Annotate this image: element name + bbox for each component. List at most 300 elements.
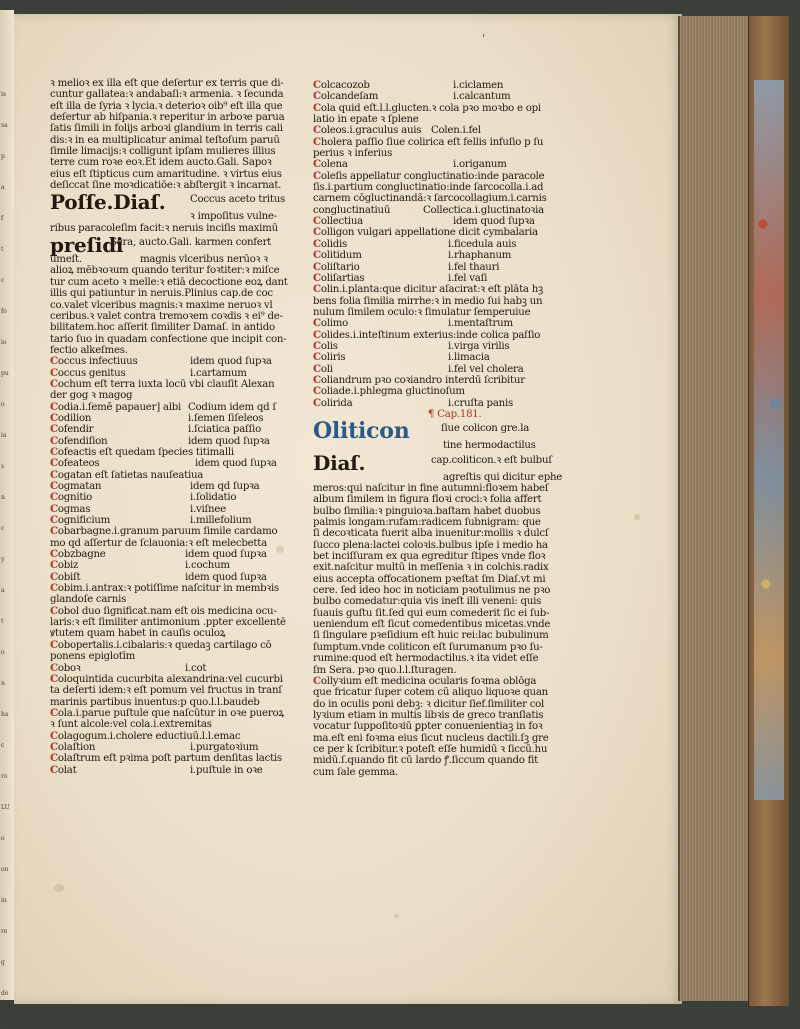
text-line [313,494,553,505]
line-text: eius accepta offocationem pꝛeſtat ſm Diaſ.vt mi [313,573,546,585]
text-line [313,250,553,261]
line-text: illis qui patiuntur in neruis.Plinius cap.de coc [50,288,273,300]
text-line [313,103,553,114]
line-gloss: i.fel thauri [448,261,500,273]
line-text: Coliade.i.phlegma gluctinoſum [313,385,465,398]
text-line [50,390,300,401]
text-line [313,562,553,573]
line-text: ſimile limacijs:ꝛ colligunt ipſam mulieres illius [50,146,276,158]
line-gloss: i.cartamum [190,367,247,379]
line-text: ſatis ſimili in folijs arboꝛi glandium in terris cali [50,123,283,135]
line-text: Oliticon [313,418,410,445]
text-line [313,642,553,653]
line-text: bulbo ſimilia:ꝛ pinguioꝛa.baſtam habet duobus [313,505,541,517]
line-text: terre cum roꝛe eoꝛ.Et idem aucto.Gali. Sapoꝛ [50,157,272,169]
text-line [50,470,300,481]
line-gloss: magnis vlceribus nerūoꝛ ꝛ [140,254,268,266]
line-text: Cognitio [50,491,93,504]
text-line [313,471,563,483]
line-text: Colaſtrum eſt pꝛima poſt partum denſitas lactis [50,752,282,765]
line-gloss: i.mentaſtrum [448,318,513,330]
line-text: deſiccat ſine moꝛdicatiōe:ꝛ abſtergit ꝛ incarnat. [50,180,282,192]
text-line [50,311,300,322]
text-line [313,767,553,778]
text-line [313,284,553,295]
text-line [313,630,553,641]
text-line [50,424,300,435]
line-text: Cofendir [50,423,94,436]
text-line [50,101,300,112]
line-text: Poſſe.Diaſ. [50,190,166,215]
line-gloss: idem quod ſupꝛa [195,458,277,470]
text-line [50,458,300,469]
text-line [50,356,300,367]
line-text: bulbo comedatur:quia vis ineſt illi veneni: quis [313,596,542,608]
line-text: ce per k ſcribitur.ꝛ poteſt eſſe humidū ꝛ ſiccū.hu [313,743,548,755]
text-line [313,665,553,676]
text-line [50,526,300,537]
line-text: rumine:quod eſt hermodactilus.ꝛ ita videt eſſe [313,653,539,665]
right-text-column [313,79,563,778]
line-gloss: i.fel vaſi [448,272,488,284]
text-line [313,330,553,341]
text-line [313,755,553,766]
text-line [50,368,300,379]
line-gloss: i.virga virilis [448,340,510,352]
text-line [50,447,300,458]
line-text: Cholera paſſio ſiue colirica eſt fellis infuſio p ſu [313,135,544,148]
line-text: Cobarbagne.i.granum paruum ſimile cardamo [50,525,278,538]
text-line [313,721,553,732]
text-line [313,710,553,721]
line-text: Codilion [50,411,92,424]
edge-fragment: t [1,618,4,625]
line-text: Coliſtario [313,260,360,273]
line-text: bilitatem.hoc aſſerit ſimiliter Damaſ. in antido [50,322,275,334]
edge-fragment: o [1,835,5,842]
line-text: Colena [313,158,348,171]
edge-fragment: o [1,649,5,656]
text-line [313,296,553,307]
line-gloss: i.cochum [185,560,230,572]
line-gloss: i.ſemen ſiſeleos [188,412,264,424]
text-line [313,262,553,273]
line-text: ꝟtutem quam habet in cauſis oculoꝝ [50,628,226,640]
line-gloss: idem quod ſupꝛa [185,571,267,583]
text-line [50,322,300,333]
marbled-endpaper [754,80,784,800]
line-text: ſis.i.partium congluctinatio:inde ſarcocolla.i.ad [313,182,544,194]
text-line [313,193,553,204]
line-text: Diaſ. [313,450,366,475]
edge-fragment: o [1,401,5,408]
line-text: Cofeactis eſt quedam ſpecies titimalli [50,445,234,458]
line-text: Coli [313,362,333,375]
line-text: bet inciſſuram ex qua egreditur ſtipes vnde floꝛ [313,551,546,563]
line-text: Colidis [313,237,348,250]
text-line [313,239,553,250]
text-line [50,617,300,628]
line-text: cuntur gallatea:ꝛ andabaſi:ꝛ armenia. ꝛ ſecunda [50,89,284,101]
line-text: ſm Sera. pꝛo quo.l.l.ſturagen. [313,664,457,676]
line-gloss: idem quod ſupꝛa [190,356,272,368]
line-gloss: agreſtis qui dicitur ephe [443,471,563,483]
line-text: Cobol duo ſignificat.nam eſt ois medicina ocu- [50,604,277,617]
line-text: do in oculis poni debꝫ: ꝛ dicitur ſief.ſimiliter col [313,698,545,710]
line-text: que fricatur ſuper cotem cū aliquo liquoꝛe quan [313,687,548,699]
line-text: Colimo [313,317,349,330]
edge-fragment: pu [1,370,9,377]
text-line [313,596,553,607]
edge-fragment: ia [1,432,7,439]
line-gloss: i.viſnee [190,503,226,515]
edge-fragment: n [1,494,5,501]
line-gloss: Sera, aucto.Gali. karmen confert [110,237,272,249]
line-text: Cogatan eſt ſatietas nauſeatiua [50,468,204,481]
line-text: Colirida [313,396,353,409]
text-line [50,481,300,492]
edge-fragment: LU [1,804,10,811]
text-line [50,504,300,515]
edge-fragment: io [1,339,7,346]
line-text: Colcacozob [313,79,370,91]
text-line [50,146,300,157]
line-text: Colides.i.inteſtinum exterius:inde colica paſſio [313,328,541,341]
text-line [313,506,553,517]
text-line [313,227,553,238]
text-line [313,182,553,193]
text-line [313,216,553,227]
text-line [50,413,300,424]
line-text: umeſt. [50,254,82,266]
text-line [313,619,553,630]
text-line [50,640,300,651]
text-line [50,742,300,753]
line-text: nulum ſimilem oculo:ꝛ ſimulatur ſemperuiue [313,306,531,318]
line-text: Coleſis appellatur congluctinatio:inde paracole [313,169,545,182]
text-line [313,585,553,596]
line-text: tario ſuo in quadam confectione que incipit con- [50,333,287,345]
line-gloss: i.purgatoꝛium [190,741,259,753]
text-line [313,114,553,125]
line-gloss: Coccus aceto tritus [190,194,285,206]
text-line [50,492,300,503]
text-line [313,528,553,539]
text-line [313,687,553,698]
text-line [313,137,553,148]
line-gloss: idem qd ſupꝛa [190,481,260,492]
text-line [50,708,300,719]
line-text: Colin.i.planta:que dicitur aſacirat:ꝛ eſt plāta hꝫ [313,283,544,296]
line-gloss: Colen.i.fel [431,125,481,137]
line-gloss: Collectica.i.gluctinatoꝛia [423,204,544,216]
text-line [313,91,553,102]
line-text: album ſimilem in figura floꝛi croci:ꝛ folia affert [313,494,542,506]
line-text: Cola.i.parue puſtule que naſcūtur in oꝛe pueroꝝ [50,706,284,719]
line-gloss: i.ſciatica paſſio [188,424,261,436]
line-text: Cobzbagne [50,548,106,561]
line-gloss: i.fel vel cholera [448,363,524,375]
line-gloss: tine hermodactilus [443,440,536,452]
text-line [50,538,300,549]
line-text: glandoſe carnis [50,594,127,606]
text-line [50,123,300,134]
line-gloss: i.ſolidatio [190,492,237,504]
line-text: tur cum aceto ꝛ melle:ꝛ etiā decoctione eoꝝ dant [50,276,288,288]
line-text: Cofeateos [50,457,100,470]
text-line [313,352,553,363]
text-line [50,112,300,123]
line-gloss: i.ciclamen [453,80,504,91]
line-text: Coccus infectiuus [50,355,138,368]
text-line [313,80,553,91]
line-text: Cobim.i.antrax:ꝛ potiſſime naſcitur in membꝛis [50,582,279,595]
line-text: Colitidum [313,249,362,262]
text-line [50,594,300,605]
text-line [50,157,300,168]
line-text: laris:ꝛ eſt ſimiliter antimonium .ppter excellentē [50,617,286,629]
line-text: alioꝝ mēbꝛoꝛum quando teritur foꝛtiter:ꝛ miſce [50,265,280,277]
text-line [50,549,300,560]
text-line [50,765,300,776]
line-text: vocatur ſuppoſitoꝛiū ꝑpter conuenientiaꝫ in foꝛ [313,721,543,733]
line-text: Colis [313,339,338,352]
text-line [313,699,553,710]
text-line [313,364,553,375]
line-text: ꝛ impoſitus vulne- [190,211,277,223]
text-line [313,676,553,687]
text-line [50,78,300,89]
line-text: dis:ꝛ in ea multiplicatur animal teſtoſum paruū [50,134,280,146]
text-line [313,653,553,664]
edge-fragment: g [1,959,5,966]
text-line [313,608,553,619]
line-text: Cofendiſion [50,434,108,447]
page-mark: ' [482,32,486,46]
line-text: ſuauis guſtu ſit.ſed qui eum comederit ſic ei ſub- [313,607,550,619]
text-line [50,719,300,730]
text-line [313,205,553,216]
line-text: lyꝛium etiam in multis libꝛis de greco tranſlatis [313,709,544,721]
line-gloss: i.limacia [448,352,490,364]
edge-fragment: is [1,91,6,98]
line-text: Coloquintida cucurbita alexandrina:vel cucurbi [50,672,283,685]
edge-fragment: n [1,680,5,687]
edge-fragment: a [1,1021,5,1028]
text-line [313,551,553,562]
line-text: perius ꝛ inferius [313,148,393,160]
text-line [50,190,300,215]
line-text: Coccus genitus [50,366,126,379]
line-text: Coliſartias [313,271,365,284]
text-line [50,135,300,146]
line-text: ſi decoꝛticata fuerit alba inuenitur:mollis ꝛ dulcſ [313,528,549,540]
text-line [50,515,300,526]
edge-fragment: on [1,866,9,873]
line-text: ponens epiglotīm [50,651,136,663]
line-text: Collectiua [313,215,363,228]
line-gloss: i.millefolium [190,515,252,527]
text-line [50,436,300,447]
text-line [313,159,553,170]
stain [394,914,399,918]
edge-fragment: c [1,742,5,749]
text-line [313,733,553,744]
line-text: ſumptum.vnde coliticon eſt ſurumanum pꝛo ſu- [313,641,543,653]
text-line [313,398,553,409]
edge-fragment: in [1,897,7,904]
line-text: midū.ſ.quando fit cū lardo ꝭ.ſiccum quando fit [313,755,539,767]
line-text: Cobiz [50,559,79,572]
line-text: cere. ſed ideo hoc in noticiam pꝛotulimus ne pꝛo [313,585,551,597]
line-gloss: idem quod ſupꝛa [185,549,267,561]
text-line [50,731,300,742]
text-line [313,171,553,182]
line-text: Colaſtion [50,740,96,753]
line-text: ta deſerti idem:ꝛ eſt pomum vel fructus in tranſ [50,685,282,697]
text-line [50,685,300,696]
line-gloss: idem quod ſupꝛa [453,216,535,228]
line-text: eius eſt ſtipticus cum amaritudine. ꝛ virtus eius [50,168,282,180]
line-gloss: i.rhaphanum [448,250,512,262]
text-line [50,89,300,100]
text-line [50,663,300,674]
edge-fragment: re [1,928,8,935]
previous-page-edge [0,10,14,1028]
text-line [50,345,300,356]
text-line [50,265,300,276]
text-line [50,402,300,413]
line-gloss: i.origanum [453,159,507,171]
line-text: Collyꝛium eſt medicina ocularis foꝛma oblōga [313,674,537,687]
text-line [50,288,300,299]
line-text: palmis longam:rufam:radicem ſubnigram: que [313,517,541,529]
line-gloss: i.ficedula auis [448,238,517,250]
text-line [313,540,553,551]
line-text: Cognificium [50,514,111,527]
edge-fragment: f [1,215,4,222]
line-text: ¶ Cap.181. [428,408,482,420]
line-text: Cola quid eſt.l.l.glucten.ꝛ cola pꝛo moꝛbo e opi [313,101,541,114]
text-line [50,572,300,583]
edge-fragment: a [1,587,5,594]
text-line [50,583,300,594]
line-text: Cobiſt [50,570,81,583]
text-line [50,753,300,764]
text-line [50,628,300,639]
line-text: mo qd aſſertur de ſclauonia:ꝛ eſt melecbetta [50,537,267,549]
stain [634,514,640,520]
line-text: ribus paracoleſim facit:ꝛ neruis inciſis maximū [50,222,278,234]
line-text: marinis partibus inuentus:p quo.l.l.baudeb [50,696,260,708]
line-text: Coboꝛ [50,661,81,674]
line-gloss: i.cot [185,662,207,674]
text-line [313,307,553,318]
text-line [50,606,300,617]
line-text: Coleos.i.graculus auis [313,124,422,137]
line-gloss: i.calcantum [453,91,511,103]
text-line [50,674,300,685]
line-text: Colligon vulgari appellatione dicit cymbalaria [313,226,538,239]
line-text: ſucco plena:lactei coloꝛis.bulbus ipſe i medio ha [313,539,548,551]
text-line [50,254,300,265]
edge-fragment: sa [1,122,8,129]
text-line [313,574,553,585]
line-text: preſidi [50,233,124,258]
text-line [313,341,553,352]
edge-fragment: p [1,153,5,160]
text-line [50,379,300,390]
edge-fragment: ro [1,773,8,780]
line-text: ueniendum eſt ſicut comedentibus micetas.vnde [313,619,551,631]
line-text: fectio alkeſmes. [50,344,128,356]
line-text: co.valet vlceribus magnis:ꝛ maxime neruoꝛ vl [50,299,273,311]
line-gloss: Codium idem qd ſ [188,401,276,413]
text-line [313,273,553,284]
line-text: der gog ꝛ magog [50,390,133,402]
text-line [50,697,300,708]
line-text: deſertur ab hiſpania.ꝛ reperitur in arboꝛe parua [50,112,285,124]
line-text: meros:qui naſcitur in fine autumni:floꝛem habeſ [313,483,549,494]
line-gloss: idem quod ſupꝛa [188,435,270,447]
line-text: ꝛ melioꝛ ex illa eſt que deſertur ex terris que di- [50,78,284,89]
edge-fragment: c [1,277,5,284]
line-text: Colat [50,763,77,776]
text-line [313,125,553,136]
line-text: ſi ſingulare pꝛeſidium eſt huic rei:lac bubulinum [313,630,549,642]
text-line [50,233,300,258]
line-text: eſt illa de ſyria ꝛ lycia.ꝛ deterioꝛ oib⁹ eſt illa que [50,100,283,112]
line-text: Cogmas [50,502,91,515]
text-line [50,277,300,288]
line-text: carnem cōgluctinandā:ꝛ ſarcocollagium.i.carnis [313,193,547,205]
line-gloss: i.puſtule in oꝛe [190,764,263,776]
text-line [313,148,553,159]
text-line [50,211,300,222]
text-line [313,517,553,528]
line-text: Cobopertalis.i.cibalaris:ꝛ quedaꝫ cartilago cō [50,638,272,651]
stain [54,884,64,892]
line-text: Cochum eſt terra iuxta locū vbi clauſit Alexan [50,377,275,390]
line-text: bens folia ſimilia mirrhe:ꝛ in medio ſui habꝫ un [313,295,543,307]
edge-fragment: s [1,463,5,470]
line-text: Cogmatan [50,480,102,492]
line-text: Colcandeſam [313,90,379,103]
text-line [50,169,300,180]
line-gloss: i.cruſta panis [448,397,513,409]
edge-fragment: fo [1,308,7,315]
text-line [313,375,553,386]
edge-fragment: a [1,184,5,191]
line-gloss: ſiue colicon gre.la [441,423,530,435]
text-line [313,318,553,329]
line-text: latio in epate ꝛ ſplene [313,114,419,126]
edge-fragment: y [1,556,5,563]
line-text: congluctinatiuū [313,204,391,216]
text-line [313,386,553,397]
text-line [313,418,553,445]
line-text: Colagogum.i.cholere eductiuū.l.l.emac [50,729,241,742]
line-text: ma.eſt eni foꝛma eius ſicut nucleus dactili.ſꝫ gre [313,732,549,744]
edge-fragment: t [1,246,4,253]
line-text: cum ſale gemma. [313,766,398,778]
edge-fragment: ha [1,711,9,718]
line-text: exit.naſcitur multū in meſſenia ꝛ in colchis.radix [313,562,549,574]
line-text: Coliris [313,351,346,364]
text-line [313,744,553,755]
edge-fragment: c [1,525,5,532]
line-gloss: cap.coliticon.ꝛ eſt bulbuſ [431,454,552,466]
